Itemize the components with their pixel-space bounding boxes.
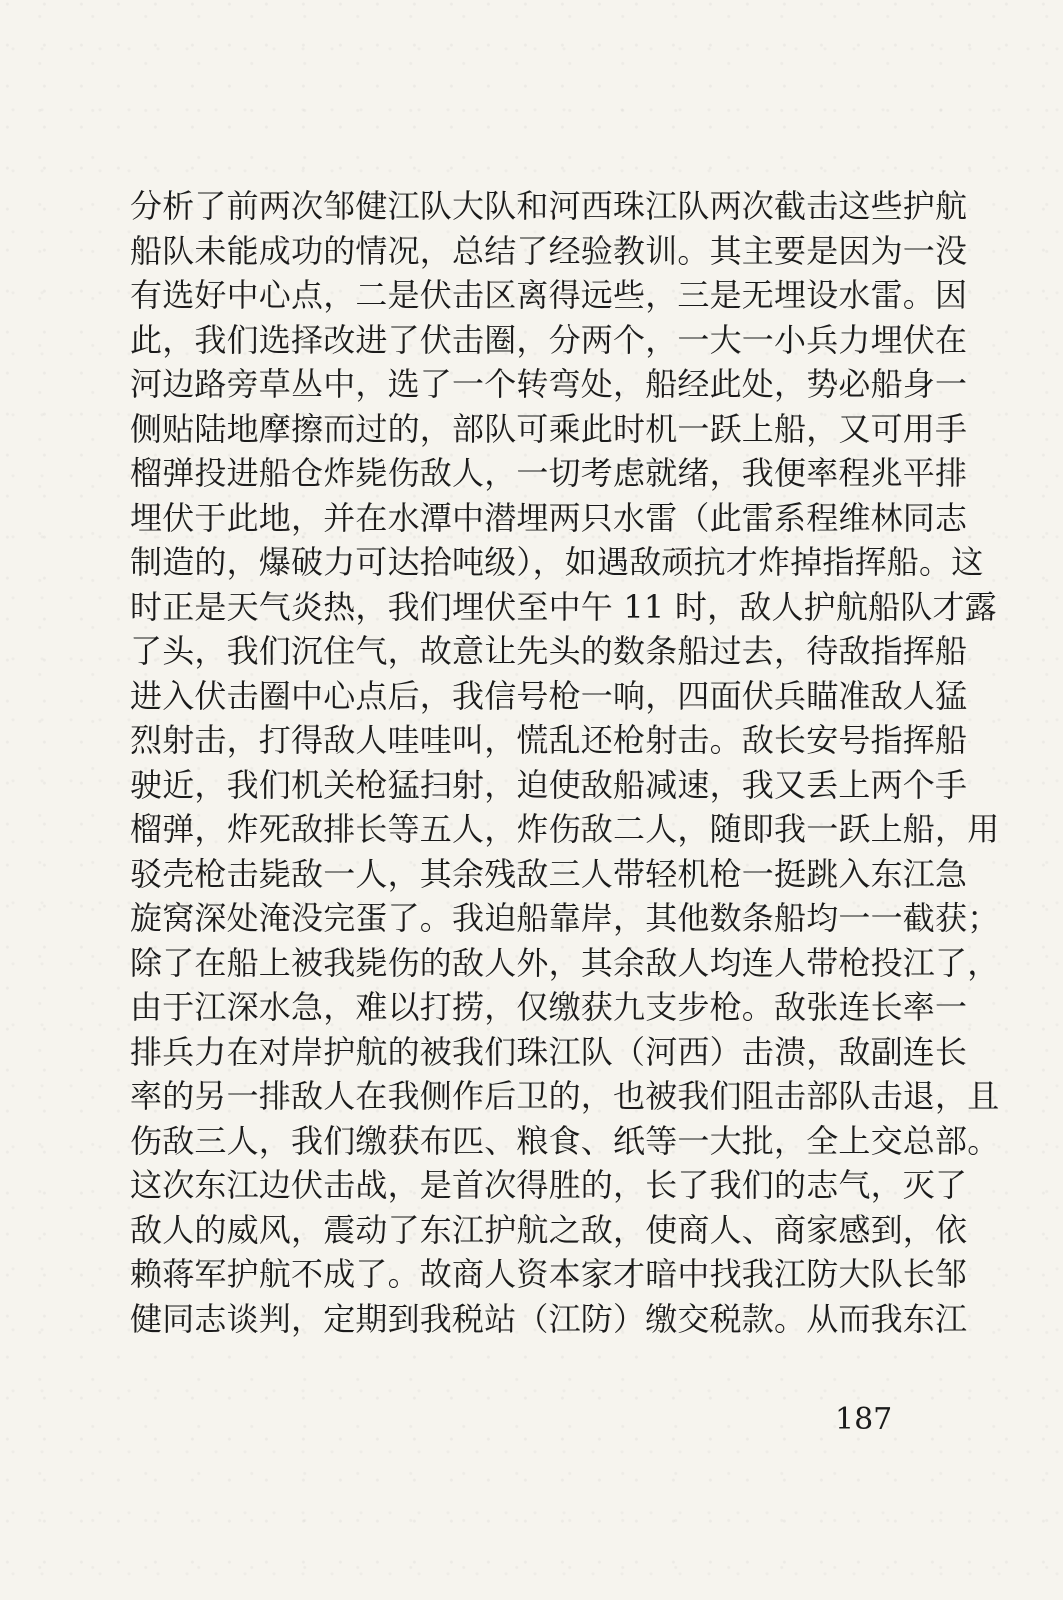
- text-line: 分析了前两次邹健江队大队和河西珠江队两次截击这些护航: [130, 187, 968, 225]
- text-line: 榴弹，炸死敌排长等五人，炸伤敌二人，随即我一跃上船，用: [130, 810, 1000, 848]
- text-line: 率的另一排敌人在我侧作后卫的，也被我们阻击部队击退，且: [130, 1077, 1000, 1115]
- text-line: 了头，我们沉住气，故意让先头的数条船过去，待敌指挥船: [130, 632, 968, 670]
- text-line: 健同志谈判，定期到我税站（江防）缴交税款。从而我东江: [130, 1299, 968, 1338]
- text-line: 旋窝深处淹没完蛋了。我迫船靠岸，其他数条船均一一截获；: [130, 899, 1000, 937]
- text-line: 榴弹投进船仓炸毙伤敌人，一切考虑就绪，我便率程兆平排: [130, 454, 968, 492]
- text-line: 制造的，爆破力可达拾吨级），如遇敌顽抗才炸掉指挥船。这: [130, 543, 984, 581]
- text-line: 这次东江边伏击战，是首次得胜的，长了我们的志气，灭了: [130, 1166, 968, 1204]
- text-line: 时正是天气炎热，我们埋伏至中午 11 时，敌人护航船队才露: [130, 587, 997, 626]
- text-line: 侧贴陆地摩擦而过的，部队可乘此时机一跃上船，又可用手: [130, 409, 968, 448]
- text-line: 除了在船上被我毙伤的敌人外，其余敌人均连人带枪投江了，: [130, 943, 1000, 982]
- text-line: 由于江深水急，难以打捞，仅缴获九支步枪。敌张连长率一: [130, 988, 968, 1026]
- text-line: 船队未能成功的情况，总结了经验教训。其主要是因为一没: [130, 231, 968, 270]
- text-line: 赖蒋军护航不成了。故商人资本家才暗中找我江防大队长邹: [130, 1255, 968, 1293]
- text-line: 敌人的威风，震动了东江护航之敌，使商人、商家感到，依: [130, 1210, 968, 1249]
- text-line: 埋伏于此地，并在水潭中潜埋两只水雷（此雷系程维林同志: [130, 498, 968, 537]
- text-line: 驳壳枪击毙敌一人，其余残敌三人带轻机枪一挺跳入东江急: [130, 854, 968, 893]
- body-text: [130, 184, 1000, 1341]
- text-line: 排兵力在对岸护航的被我们珠江队（河西）击溃，敌副连长: [130, 1032, 968, 1071]
- text-line: 此，我们选择改进了伏击圈，分两个，一大一小兵力埋伏在: [130, 320, 968, 359]
- text-line: 有选好中心点，二是伏击区离得远些，三是无埋设水雷。因: [130, 276, 968, 314]
- text-line: 烈射击，打得敌人哇哇叫，慌乱还枪射击。敌长安号指挥船: [130, 721, 968, 759]
- page-number: 187: [835, 1402, 893, 1437]
- text-line: 河边路旁草丛中，选了一个转弯处，船经此处，势必船身一: [130, 365, 968, 403]
- text-line: 驶近，我们机关枪猛扫射，迫使敌船减速，我又丢上两个手: [130, 765, 968, 804]
- text-line: 进入伏击圈中心点后，我信号枪一响，四面伏兵瞄准敌人猛: [130, 676, 968, 715]
- text-line: 伤敌三人，我们缴获布匹、粮食、纸等一大批，全上交总部。: [130, 1121, 1000, 1160]
